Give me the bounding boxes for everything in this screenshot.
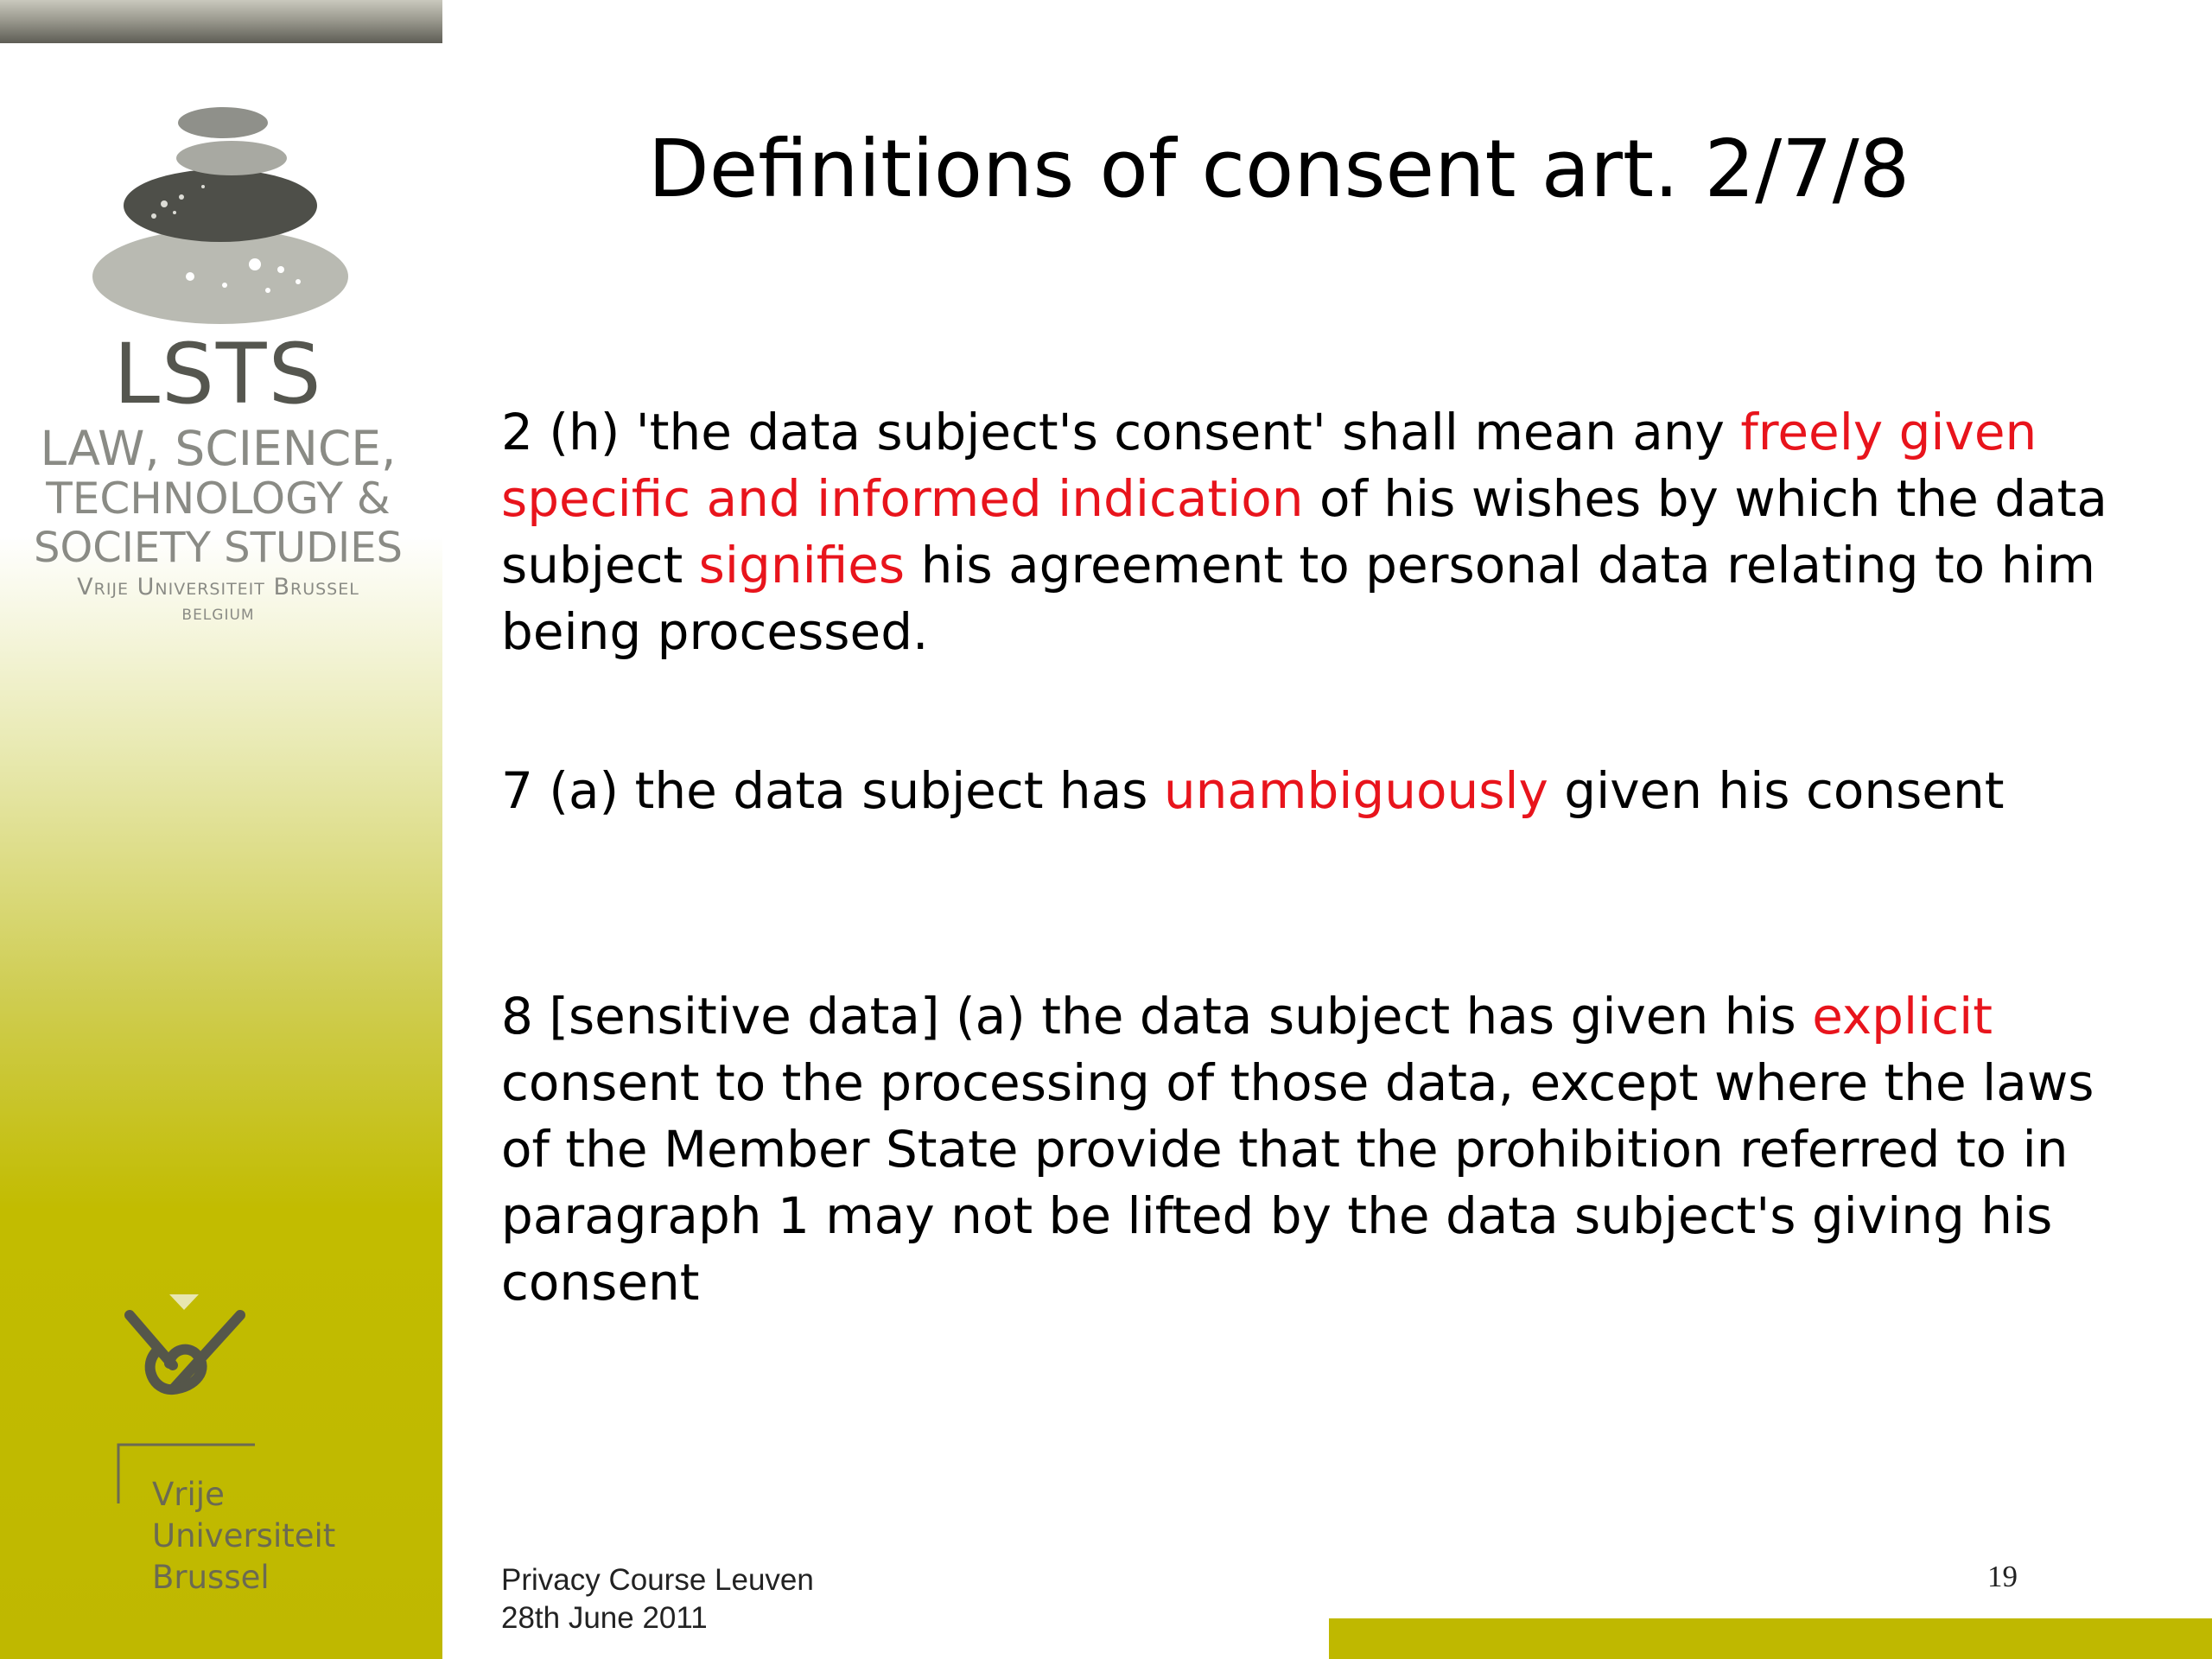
paragraph-text: of his wishes by which the data subject <box>501 469 2107 594</box>
paragraph-text: his agreement to personal data relating to him being processed. <box>501 536 2095 661</box>
article-8-paragraph <box>501 983 2126 1316</box>
paragraph-text: consent to the processing of those data, except where the laws of the Member State provide that the prohibition referred to in paragraph 1 may not be lifted by the data subject's giving his consent <box>501 1053 2094 1312</box>
slide-title: Definitions of consent art. 2/7/8 <box>647 123 1910 215</box>
lsts-line-1: LAW, SCIENCE, <box>40 421 397 476</box>
page-number: 19 <box>1987 1560 2018 1593</box>
paragraph-text: 2 (h) 'the data subject's consent' shall mean any <box>501 403 1741 461</box>
vub-line-1: Vrije <box>152 1476 225 1513</box>
highlighted-term: freely given specific and informed indication <box>501 403 2037 528</box>
vub-emblem-icon <box>119 1287 249 1408</box>
lsts-line-3: SOCIETY STUDIES <box>34 524 403 572</box>
top-bar <box>0 0 442 43</box>
paragraph-text: 7 (a) the data subject has <box>501 761 1164 820</box>
vub-line-2: Universiteit <box>152 1517 336 1554</box>
article-7a-paragraph <box>501 758 2126 824</box>
vub-wordmark <box>152 1474 335 1599</box>
article-2h-paragraph <box>501 399 2126 665</box>
stones-logo-icon <box>86 104 354 328</box>
paragraph-text: 8 [sensitive data] (a) the data subject has given his <box>501 987 1813 1046</box>
lsts-acronym: LSTS <box>113 326 323 423</box>
footer-info <box>501 1561 814 1637</box>
paragraph-text: given his consent <box>1548 761 2005 820</box>
lsts-line-2: TECHNOLOGY & <box>46 474 391 524</box>
vub-line-3: Brussel <box>152 1559 270 1596</box>
bottom-accent-bar <box>1329 1618 2212 1659</box>
footer-date: 28th June 2011 <box>501 1601 708 1635</box>
lsts-line-5: BELGIUM <box>181 607 255 624</box>
highlighted-term: signifies <box>698 536 906 594</box>
footer-course: Privacy Course Leuven <box>501 1563 814 1597</box>
sidebar <box>0 0 442 1659</box>
highlighted-term: unambiguously <box>1163 761 1548 820</box>
lsts-line-4: Vrije Universiteit Brussel <box>77 574 359 601</box>
highlighted-term: explicit <box>1812 987 1993 1046</box>
